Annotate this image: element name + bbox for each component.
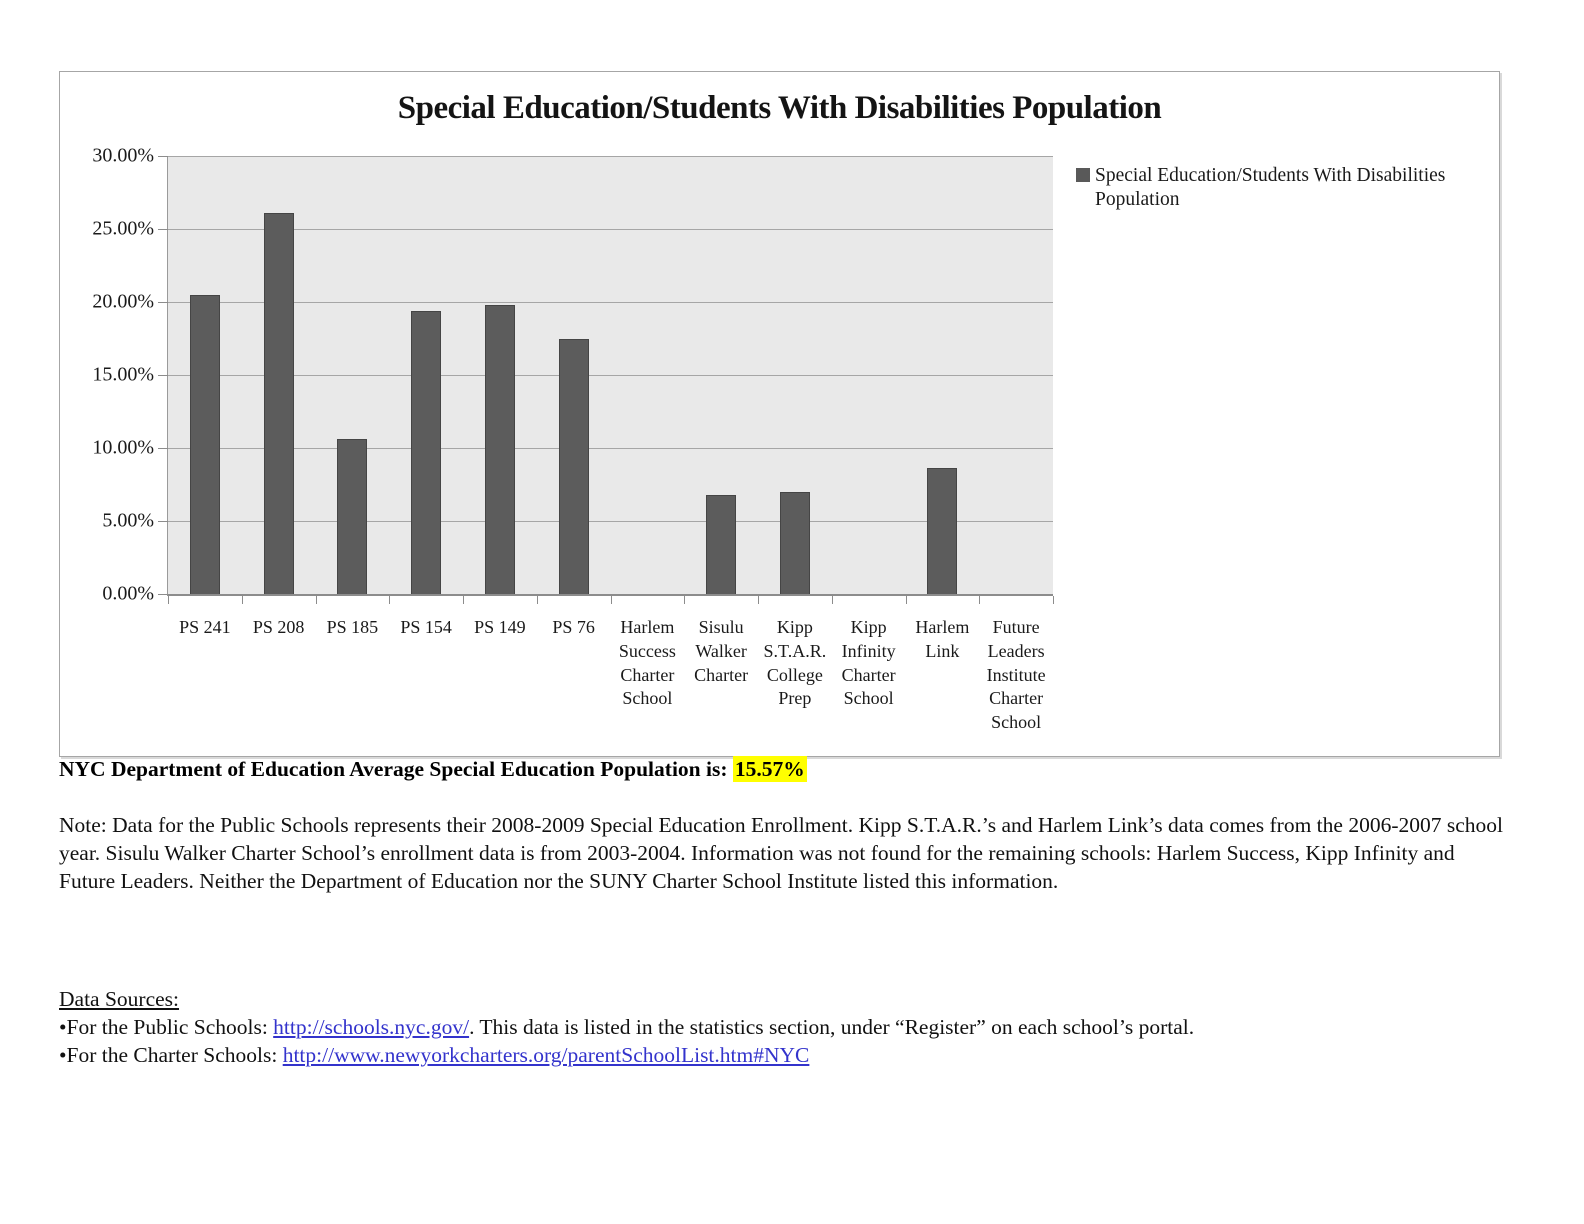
plot-area bbox=[92, 144, 1053, 732]
chart-title: Special Education/Students With Disabilities Population bbox=[397, 90, 1162, 126]
x-axis-label: Kipp Infinity Charter School bbox=[841, 617, 896, 709]
bar bbox=[780, 492, 810, 594]
bar bbox=[485, 305, 515, 594]
data-source-suffix: . This data is listed in the statistics section, under “Register” on each school’s portal. bbox=[469, 1015, 1195, 1039]
x-axis-label: PS 154 bbox=[400, 617, 452, 637]
gridline bbox=[168, 156, 1053, 157]
data-source-prefix: •For the Public Schools: bbox=[59, 1015, 274, 1039]
x-axis-label: Future Leaders Institute Charter School bbox=[986, 617, 1046, 732]
charter-schools-link[interactable]: http://www.newyorkcharters.org/parentSchoolList.htm#NYC bbox=[282, 1043, 810, 1067]
bar bbox=[337, 439, 367, 594]
chart-frame bbox=[59, 71, 1500, 757]
x-axis-tick bbox=[832, 596, 833, 604]
bar bbox=[706, 495, 736, 594]
public-schools-link[interactable]: http://schools.nyc.gov/ bbox=[273, 1015, 470, 1039]
average-value-highlight: 15.57% bbox=[734, 757, 805, 781]
x-axis-label: Harlem Success Charter School bbox=[618, 617, 676, 709]
bar bbox=[264, 213, 294, 594]
x-axis-tick bbox=[906, 596, 907, 604]
x-axis-tick bbox=[537, 596, 538, 604]
x-axis-tick bbox=[979, 596, 980, 604]
x-axis-tick bbox=[1053, 596, 1054, 604]
gridline bbox=[168, 302, 1053, 303]
x-axis-tick bbox=[168, 596, 169, 604]
data-sources-section bbox=[59, 985, 1504, 1069]
y-axis-label: 30.00% bbox=[92, 144, 154, 167]
gridline bbox=[168, 375, 1053, 376]
y-axis-label: 10.00% bbox=[92, 436, 154, 459]
x-axis-tick bbox=[242, 596, 243, 604]
y-axis-tick bbox=[158, 448, 168, 449]
x-axis-label: PS 241 bbox=[179, 617, 231, 637]
bar bbox=[559, 339, 589, 595]
y-axis-tick bbox=[158, 521, 168, 522]
gridline bbox=[168, 448, 1053, 449]
legend-label: Special Education/Students With Disabilities Population bbox=[1095, 165, 1446, 211]
x-axis-label: PS 76 bbox=[552, 617, 595, 637]
y-axis-tick bbox=[158, 302, 168, 303]
data-source-prefix: •For the Charter Schools: bbox=[59, 1043, 283, 1067]
y-axis-label: 15.00% bbox=[92, 363, 154, 386]
x-axis-tick bbox=[758, 596, 759, 604]
bar bbox=[190, 295, 220, 594]
x-axis-label: Harlem Link bbox=[915, 617, 970, 661]
y-axis-label: 20.00% bbox=[92, 290, 154, 313]
x-axis-label: Kipp S.T.A.R. College Prep bbox=[763, 617, 827, 709]
data-sources-heading: Data Sources: bbox=[59, 987, 180, 1011]
note-paragraph: Note: Data for the Public Schools represents their 2008-2009 Special Education Enrollment. Kipp S.T.A.R.’s and Harlem Link’s data comes from the 2006-2007 school year. Sisulu Walker Charter School’s enrollment data is from 2003-2004. Information was not found for the remaining schools: Harlem Success, Kipp Infinity and Future Leaders. Neither the Department of Education nor the SUNY Charter School Institute listed this information. bbox=[59, 813, 1503, 893]
chart-legend bbox=[1076, 164, 1484, 213]
x-axis-tick bbox=[389, 596, 390, 604]
average-statement bbox=[59, 757, 807, 782]
x-axis-tick bbox=[463, 596, 464, 604]
gridline bbox=[168, 229, 1053, 230]
data-source-item bbox=[59, 1013, 1504, 1041]
y-axis-tick bbox=[158, 156, 168, 157]
y-axis-tick bbox=[158, 375, 168, 376]
x-axis-tick bbox=[684, 596, 685, 604]
y-axis-tick bbox=[158, 229, 168, 230]
y-axis-tick bbox=[158, 594, 168, 595]
y-axis-label: 0.00% bbox=[102, 582, 154, 605]
y-axis-label: 25.00% bbox=[92, 217, 154, 240]
bar bbox=[927, 468, 957, 594]
bar bbox=[411, 311, 441, 594]
legend-marker-icon bbox=[1076, 168, 1090, 182]
data-source-item bbox=[59, 1041, 1504, 1069]
x-axis-label: PS 185 bbox=[326, 617, 379, 637]
x-axis-tick bbox=[316, 596, 317, 604]
x-axis-label: PS 208 bbox=[252, 617, 305, 637]
x-axis-label: PS 149 bbox=[474, 617, 526, 637]
x-axis-tick bbox=[611, 596, 612, 604]
gridline bbox=[168, 521, 1053, 522]
average-statement-label: NYC Department of Education Average Special Education Population is: bbox=[59, 757, 733, 781]
y-axis-label: 5.00% bbox=[102, 509, 154, 532]
x-axis-label: Sisulu Walker Charter bbox=[694, 617, 749, 685]
